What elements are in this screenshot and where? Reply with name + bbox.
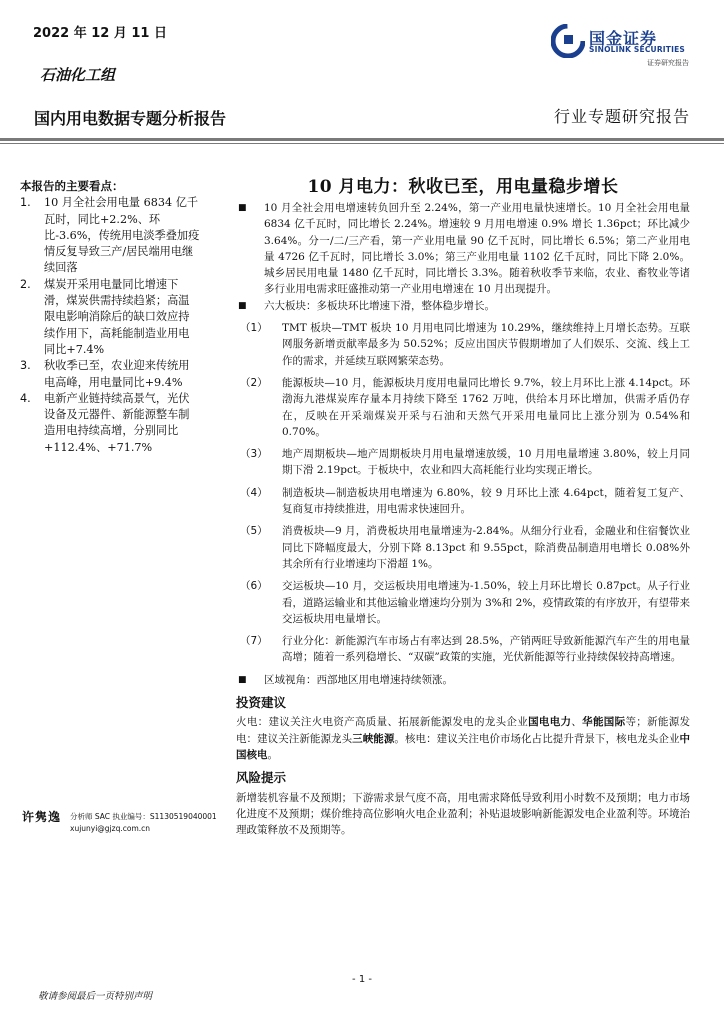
company-logo — [551, 22, 701, 72]
key-point — [20, 277, 200, 358]
footer-disclaimer: 敬请参阅最后一页特别声明 — [38, 991, 153, 1002]
report-type: 行业专题研究报告 — [553, 107, 690, 126]
sector-item — [236, 578, 690, 627]
key-point-number: 3. — [20, 359, 31, 373]
company-name-en: SINOLINK SECURITIES — [589, 45, 686, 54]
square-bullet-icon: ■ — [238, 674, 247, 685]
sector-item-number: （4） — [240, 486, 268, 499]
stock-name: 中国核电 — [236, 732, 691, 761]
summary-bullet — [236, 672, 690, 688]
key-point-text: 秋收季已至，农业迎来传统用电高峰，用电量同比+9.4% — [44, 359, 190, 389]
key-points-list — [20, 195, 200, 456]
company-subtitle: 证券研究报告 — [647, 59, 689, 67]
key-point — [20, 391, 200, 456]
analyst-name: 许隽逸 — [22, 810, 62, 824]
square-bullet-icon: ■ — [238, 203, 247, 213]
text-run: 。核电：建议关注电价市场化占比提升背景下，核电龙头企业 — [394, 732, 680, 745]
risk-heading: 风险提示 — [236, 770, 287, 786]
key-points-sidebar — [20, 178, 200, 456]
text-run: 。 — [267, 748, 278, 761]
sector-item-number: （7） — [240, 635, 268, 648]
stock-name: 国电电力 — [528, 716, 572, 729]
analyst-email[interactable]: xujunyi@gjzq.com.cn — [70, 824, 151, 833]
text-run: 、 — [571, 716, 583, 729]
bullet-text: 区域视角：西部地区用电增速持续领涨。 — [264, 673, 453, 686]
header-rule — [0, 138, 724, 141]
research-group: 石油化工组 — [40, 66, 116, 84]
key-point — [20, 358, 200, 391]
investment-heading: 投资建议 — [236, 695, 287, 711]
key-point-text: 10 月全社会用电量 6834 亿千瓦时，同比+2.2%、环比-3.6%，传统用电淡季叠加疫情反复导致三产/居民端用电继续回落 — [44, 196, 200, 275]
report-title: 国内用电数据专题分析报告 — [34, 109, 227, 128]
bullet-text: 10 月全社会用电增速转负回升至 2.24%，第一产业用电量快速增长。10 月全社会用电量 6834 亿千瓦时，同比增长 2.24%。增速较 9 月用电增速 0.9% 增长 1.36pct；环比减少 3.64%。分一/二/三产看，第一产业用电量 90 亿千瓦时，同比增长 6.5%；第二产业用电量 4726 亿千瓦时，同比增长 3.0%；第三产业用电量 1102 亿千瓦时，同比下降 2.0%。城乡居民用电量 1480 亿千瓦时，同比增长 3.3%。随着秋收季节来临，农业、畜牧业等诸多行业用电需求旺盛推动第一产业用电增速在 10 月出现提升。 — [264, 202, 690, 296]
summary-bullet — [236, 200, 690, 298]
sector-item-text: 制造板块—制造板块用电增速为 6.80%，较 9 月环比上涨 4.64pct，随着复工复产、复商复市持续推进，用电需求快速回升。 — [282, 486, 690, 516]
text-run: 火电：建议关注火电资产高质量、拓展新能源发电的龙头企业 — [236, 716, 529, 729]
key-point-number: 1. — [20, 196, 31, 210]
analyst-certificate: 分析师 SAC 执业编号：S1130519040001 — [70, 812, 217, 821]
stock-name: 华能国际 — [582, 716, 626, 729]
key-point-text: 电新产业链持续高景气，光伏设备及元器件、新能源整车制造用电持续高增，分别同比+112.4%、+71.7% — [44, 391, 190, 454]
key-point — [20, 195, 200, 276]
sector-item-text: TMT 板块—TMT 板块 10 月用电同比增速为 10.29%，继续维持上月增长态势。互联网服务新增贡献率最多为 50.52%；反应出国庆节假期增加了人们娱乐、交流、线上工作的需求，并延续互联网繁荣态势。 — [282, 322, 690, 367]
sector-item-text: 行业分化：新能源汽车市场占有率达到 28.5%，产销两旺导致新能源汽车产生的用电量高增；随着一系列稳增长、“双碳”政策的实施，光伏新能源等行业持续保较持高增速。 — [282, 635, 690, 664]
company-name-cn: 国金证券 — [589, 29, 658, 48]
bullet-text: 六大板块：多板块环比增速下滑，整体稳步增长。 — [264, 299, 495, 312]
page-number: - 1 - — [352, 974, 372, 985]
sector-item — [236, 446, 690, 479]
sector-item — [236, 633, 690, 666]
square-bullet-icon: ■ — [238, 300, 247, 311]
sector-item-number: （5） — [240, 525, 268, 538]
header-rule-thin — [0, 143, 724, 144]
sector-item-text: 消费板块—9 月，消费板块用电量增速为-2.84%。从细分行业看，金融业和住宿餐饮业同比下降幅度最大，分别下降 8.13pct 和 9.55pct，除消费品制造用电增长 0.08%外其余所有行业增速均下滑超 1%。 — [282, 525, 690, 570]
sector-item-text: 交运板块—10 月，交运板块用电增速为-1.50%，较上月环比增长 0.87pct。从子行业看，道路运输业和其他运输业增速均分别为 3%和 2%，疫情政策的有序放开，有望带来交运板块用电量增长。 — [282, 580, 690, 625]
sector-item-text: 地产周期板块—地产周期板块月用电量增速放缓，10 月用电量增速 3.80%，较上月同期下滑 2.19pct。于板块中，农业和四大高耗能行业均实现正增长。 — [282, 448, 690, 477]
sinolink-logo-icon — [551, 24, 585, 58]
key-point-number: 2. — [20, 277, 31, 291]
report-date: 2022 年 12 月 11 日 — [33, 26, 167, 41]
key-points-heading: 本报告的主要看点： — [20, 179, 124, 193]
key-point-number: 4. — [20, 391, 31, 405]
risk-text: 新增装机容量不及预期；下游需求景气度不高，用电需求降低导致利用小时数不及预期；电力市场化进度不及预期；煤价维持高位影响火电企业盈利；补贴退坡影响新能源发电企业盈利等。环境治理政策释放不及预期等。 — [236, 791, 690, 837]
sector-item — [236, 320, 690, 369]
sector-item-number: （3） — [240, 448, 268, 461]
summary-bullet — [236, 298, 690, 314]
main-content — [236, 176, 690, 838]
sector-item-text: 能源板块—10 月，能源板块月度用电量同比增长 9.7%，较上月环比上涨 4.14pct。环渤海九港煤炭库存量本月持续下降至 1762 万吨，供给本月环比增加，供需矛盾仍存在，反映在开采端煤炭开采与石油和天然气开采用电量同比上涨分别为 0.54%和 0.70%。 — [282, 376, 690, 438]
stock-name: 三峡能源 — [352, 732, 395, 745]
sector-item-number: （1） — [240, 322, 268, 335]
main-title: 10 月电力：秋收已至，用电量稳步增长 — [307, 177, 619, 197]
text-run: 等；新能源发电：建议关注新能源龙头 — [236, 716, 691, 745]
sector-item-number: （6） — [240, 580, 268, 593]
sector-item — [236, 375, 690, 440]
sector-item — [236, 485, 690, 518]
investment-text — [236, 714, 690, 763]
sector-item — [236, 523, 690, 572]
sector-item-number: （2） — [240, 376, 268, 389]
key-point-text: 煤炭开采用电量同比增速下滑，煤炭供需持续趋紧；高温限电影响消除后的缺口效应持续作用下，高耗能制造业用电同比+7.4% — [44, 277, 190, 356]
